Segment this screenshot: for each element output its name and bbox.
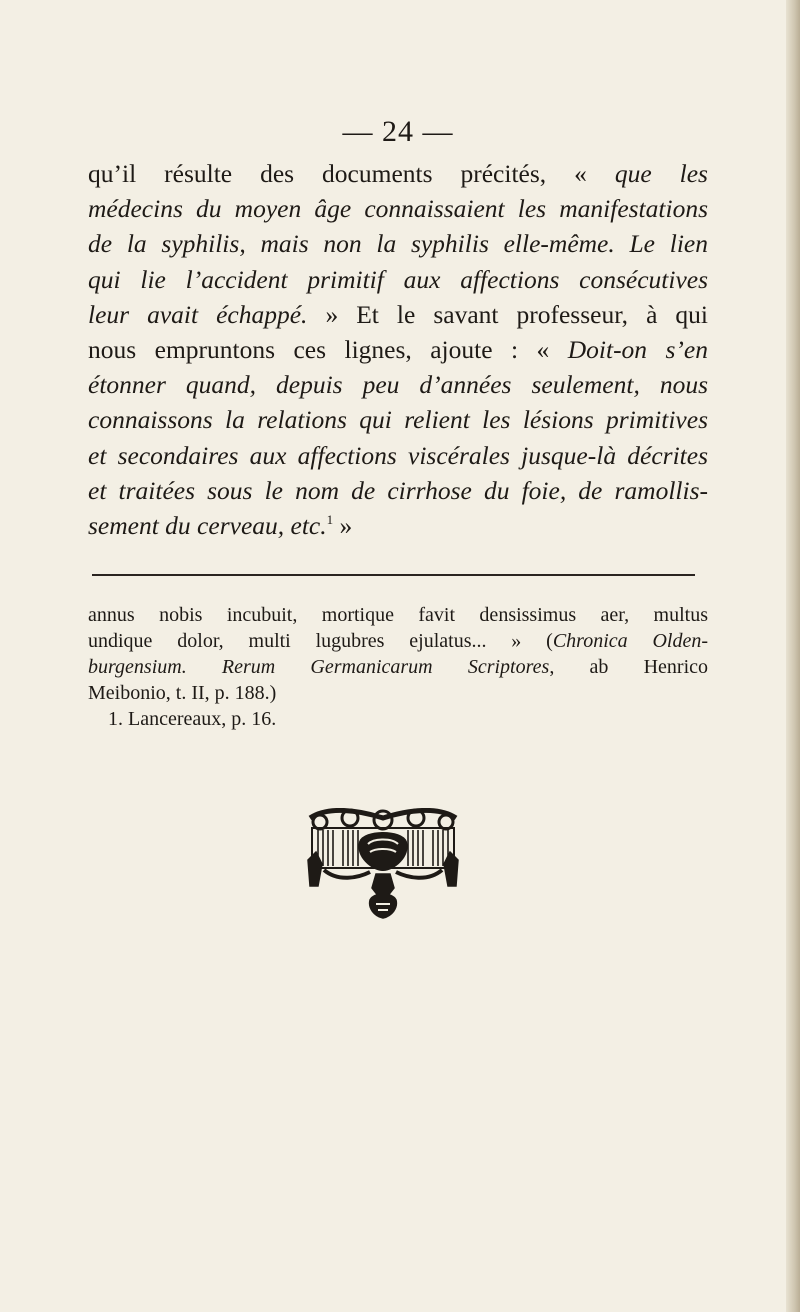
text-run-italic: de la syphilis, mais non la syphilis elle-même. Le lien bbox=[88, 229, 708, 259]
footnote-reference: 1. Lancereaux, p. 16. bbox=[108, 708, 277, 731]
text-line bbox=[88, 508, 708, 543]
text-line bbox=[88, 332, 708, 367]
text-run: annus nobis incubuit, mortique favit densissimus aer, multus bbox=[88, 604, 708, 627]
text-run: qu’il résulte des documents précités, « bbox=[88, 159, 615, 188]
text-run-italic: et traitées sous le nom de cirrhose du foie, de ramollis- bbox=[88, 475, 708, 505]
text-line bbox=[88, 297, 708, 332]
text-run: » bbox=[333, 511, 353, 541]
floral-tailpiece-ornament-icon bbox=[298, 808, 468, 920]
text-run-italic: connaissons la relations qui relient les lésions primitives bbox=[88, 405, 708, 435]
text-line bbox=[88, 226, 708, 261]
text-run-italic: étonner quand, depuis peu d’années seulement, nous bbox=[88, 370, 708, 400]
text-run: nous empruntons ces lignes, ajoute : « bbox=[88, 335, 568, 365]
text-run-italic: leur avait échappé. bbox=[88, 299, 308, 329]
text-line bbox=[88, 473, 708, 508]
text-run-italic: Chronica Olden- bbox=[552, 630, 708, 653]
text-run-italic: que les bbox=[614, 159, 708, 188]
text-line bbox=[88, 402, 708, 437]
page-edge-shadow bbox=[786, 0, 800, 1312]
main-paragraph bbox=[88, 156, 708, 543]
text-run-italic: médecins du moyen âge connaissaient les manifestations bbox=[88, 194, 708, 224]
text-run: Meibonio, t. II, p. 188.) bbox=[88, 682, 277, 705]
footnote-line bbox=[88, 602, 708, 628]
footnote-line bbox=[88, 680, 708, 706]
footnote-line bbox=[88, 628, 708, 654]
text-line bbox=[88, 262, 708, 297]
footnote-marker: 1 bbox=[326, 512, 334, 528]
text-run-italic: burgensium. Rerum Germanicarum Scriptores bbox=[88, 656, 550, 679]
footnotes-block bbox=[88, 602, 708, 732]
book-page bbox=[88, 112, 708, 732]
text-run: , ab Henrico bbox=[549, 656, 709, 679]
page-number: — 24 — bbox=[342, 115, 454, 148]
text-run-italic: sement du cerveau, etc. bbox=[88, 511, 327, 541]
text-run-italic: et secondaires aux affections viscérales jusque-là décrites bbox=[88, 440, 708, 470]
text-run-italic: Doit-on s’en bbox=[567, 335, 708, 365]
text-run-italic: qui lie l’accident primitif aux affections consécutives bbox=[88, 264, 708, 294]
text-run: undique dolor, multi lugubres ejulatus... » ( bbox=[88, 630, 553, 653]
footnote-separator-rule bbox=[92, 574, 695, 576]
text-line bbox=[88, 438, 708, 473]
footnote-line bbox=[88, 654, 708, 680]
text-line bbox=[88, 367, 708, 402]
text-run: » Et le savant professeur, à qui bbox=[307, 299, 708, 329]
text-line bbox=[88, 156, 708, 191]
text-line bbox=[88, 191, 708, 226]
